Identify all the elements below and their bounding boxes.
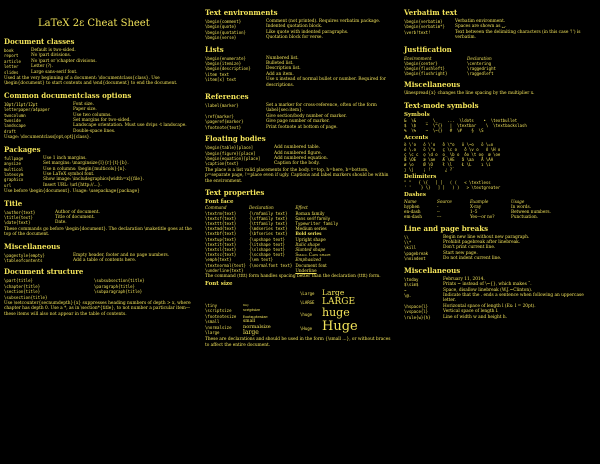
list-item: slides Large sans-serif font. bbox=[4, 69, 78, 75]
list-item: \footnotesize footnotesize bbox=[205, 313, 268, 319]
options-list bbox=[4, 102, 194, 134]
justification-table bbox=[404, 56, 499, 77]
list-item: \huge huge bbox=[300, 306, 350, 320]
list-item: \ref{marker} Give section/body number of marker. bbox=[205, 113, 347, 119]
font-size-left bbox=[205, 303, 300, 335]
table-cell: Small Caps shape bbox=[295, 252, 331, 258]
floats-heading: Floating bodies bbox=[205, 134, 266, 144]
table-cell: Underline bbox=[295, 267, 317, 273]
table-cell: {\em text} bbox=[248, 257, 274, 263]
list-item: twocolumn Use two columns. bbox=[4, 112, 112, 118]
breaks-list bbox=[404, 235, 596, 262]
table-cell: {\ttfamily text} bbox=[248, 221, 288, 227]
table-cell: \textmd{text} bbox=[205, 226, 237, 232]
table-cell: \textrm{text} bbox=[205, 210, 237, 216]
options-note: Usage: \documentclass[opt,opt]{class}. bbox=[4, 135, 91, 141]
list-item: $\sim$ Prints ~ instead of \~{}, which makes ˜. bbox=[404, 282, 532, 288]
list-item: url Insert URL: \url{http://...}. bbox=[4, 182, 102, 188]
text-props-note: The command (tttt) form handles spacing better than the declaration (tttt) form. bbox=[205, 274, 381, 280]
text-env-heading: Text environments bbox=[205, 8, 278, 17]
table-row bbox=[205, 268, 341, 273]
table-cell: \textsf{text} bbox=[205, 215, 237, 221]
list-item: 10pt/11pt/12pt Font size. bbox=[4, 101, 94, 107]
symbols-block: & \& _ \_ ... \ldots • \textbullet $ \$ ^ \^{} | \textbar \ \textbackslash % \% ~ \~{} # \# § \S bbox=[404, 118, 527, 134]
packages-list bbox=[4, 156, 194, 188]
verbatim-heading: Verbatim text bbox=[404, 8, 458, 17]
structure-note: Use \setcounter{secnumdepth}{x} suppresses heading numbers of depth > x, where chapter has depth 0. Use a *, as in \section*{title}, to not number a particular item—these items will also not appear in the table of contents. bbox=[4, 301, 191, 317]
column-1 bbox=[4, 4, 194, 318]
list-item: \scriptsize scriptsize bbox=[205, 308, 261, 314]
table-cell: Medium series bbox=[295, 226, 327, 232]
doc-classes-note: Used at the very beginning of a document: \documentclass{class}. Use \begin{document} to start contents and \end{document} to end the document. bbox=[4, 76, 178, 87]
font-size-samples bbox=[205, 289, 395, 335]
list-item: \item[x] text Use x instead of normal bullet or number. Required for descriptions. bbox=[205, 77, 386, 88]
table-row bbox=[205, 231, 341, 236]
table-cell: \textsc{text} bbox=[205, 252, 237, 258]
lists-heading: Lists bbox=[205, 44, 224, 54]
doc-classes-heading: Document classes bbox=[4, 37, 75, 46]
justification-heading: Justification bbox=[404, 44, 452, 54]
list-item: \begin{itemize} Bulleted list. bbox=[205, 61, 294, 67]
table-row: \begin{flushleft} \raggedright bbox=[404, 66, 496, 72]
list-item: ~ Space, disallow linebreak (W.J.~Clinton). bbox=[404, 287, 533, 293]
table-cell: \textit{text} bbox=[205, 241, 237, 247]
table-cell: Italic shape bbox=[295, 241, 321, 247]
table-cell: {\itshape text} bbox=[248, 241, 286, 247]
packages-heading: Packages bbox=[4, 144, 41, 154]
misc-list bbox=[4, 253, 194, 264]
text-env-list bbox=[205, 19, 395, 41]
refs-list bbox=[205, 103, 395, 130]
table-cell: {\upshape text} bbox=[248, 236, 286, 242]
list-item: \begin{quote} Indented quotation block. bbox=[205, 24, 323, 30]
list-item: \tableofcontents Add a table of contents here. bbox=[4, 257, 137, 263]
list-item: \normalsize normalsize bbox=[205, 323, 271, 330]
list-item: \begin{verbatim*} Spaces are shown as ␣. bbox=[404, 24, 507, 30]
list-item: \kill Don't print current line. bbox=[404, 245, 496, 251]
table-row: en-dash -- 1–5 Between numbers. bbox=[404, 209, 551, 215]
title-list bbox=[4, 210, 194, 226]
misc-3-heading: Miscellaneous bbox=[404, 80, 461, 90]
table-cell bbox=[249, 268, 295, 273]
table-cell: {\slshape text} bbox=[248, 247, 286, 253]
table-cell: {\rmfamily text} bbox=[248, 210, 288, 216]
list-item: book Default is two-sided. bbox=[4, 48, 76, 53]
list-item: landscape Landscape orientation. Must use dvips -t landscape. bbox=[4, 123, 187, 129]
table-header-row: Name Source Example Usage bbox=[404, 198, 525, 204]
doc-classes-list bbox=[4, 48, 194, 75]
list-item: multicol Use n columns: \begin{multicols}{n}. bbox=[4, 166, 127, 172]
list-item: graphicx Show image: \includegraphics[width=x]{file}. bbox=[4, 177, 145, 183]
list-item: \Large Large bbox=[300, 288, 345, 298]
list-item: \begin{comment} Comment (not printed). Requires verbatim package. bbox=[205, 19, 381, 24]
list-item: \tiny tiny bbox=[205, 303, 249, 309]
list-item: \begin{enumerate} Numbered list. bbox=[205, 55, 299, 61]
packages-note: Use before \begin{document}. Usage: \usepackage{package} bbox=[4, 189, 140, 195]
list-item: \LARGE LARGE bbox=[300, 297, 356, 308]
table-row: \begin{flushright} \raggedleft bbox=[404, 71, 494, 77]
list-item: draft Double-space lines. bbox=[4, 128, 116, 134]
table-cell: \textsl{text} bbox=[205, 247, 237, 253]
font-face-table bbox=[205, 205, 341, 273]
list-item: \label{marker} Set a marker for cross-reference, often of the form \label{sec:item}. bbox=[205, 103, 377, 114]
list-item: \pagestyle{empty} Empty header, footer and no page numbers. bbox=[4, 252, 170, 258]
misc-3-text: \linespread{x} changes the line spacing by the multiplier x. bbox=[404, 91, 535, 97]
list-item: article No \part or \chapter divisions. bbox=[4, 58, 97, 64]
font-size-right bbox=[300, 289, 395, 335]
list-item: \noindent Do not indent current line. bbox=[404, 256, 502, 262]
accents-subheading: Accents bbox=[404, 135, 429, 142]
options-heading: Common documentclass options bbox=[4, 90, 132, 100]
verbatim-list bbox=[404, 19, 596, 41]
list-item: \begin{description} Description list. bbox=[205, 66, 301, 72]
list-item: \large large bbox=[205, 329, 259, 337]
table-row: hyphen - X-ray In words. bbox=[404, 204, 531, 210]
table-cell: Typewriter family bbox=[295, 221, 339, 227]
font-size-note: These are declarations and should be used in the form {\small ...}, or without braces to affect the entire document. bbox=[205, 337, 391, 348]
list-item: \small small bbox=[205, 319, 256, 325]
structure-right: \subsubsection{title} \paragraph{title} \subparagraph{title} bbox=[94, 278, 145, 295]
table-header-row: Command Declaration Effect bbox=[205, 205, 308, 211]
list-item: \pageref{marker} Give page number of marker. bbox=[205, 119, 330, 125]
column-3 bbox=[404, 4, 596, 320]
list-item: \begin{verse} Quotation block for verse. bbox=[205, 35, 323, 41]
list-item: \footnote{text} Print footnote at bottom of page. bbox=[205, 124, 338, 130]
lists-list bbox=[205, 56, 395, 88]
list-item: \begin{table}[place] Add numbered table. bbox=[205, 145, 320, 151]
table-row: em-dash --- Yes—or no? Punctuation. bbox=[404, 214, 539, 220]
accents-block: ò \'o ó \'o ô \^o õ \~o ō \=o ȯ \.o ö \"o ç \c o ǒ \v o ő \H o ç \c c ọ \d o o̲ \b o ôo \t oo œ \oe Œ \OE æ \ae Æ \AE å \aa Å \AA ø \o Ø \O ł \l Ł \L ı \i ȷ \j ¡ !` ¿ ?` bbox=[404, 141, 501, 172]
list-item: anysize Set margins: \marginsize{l}{r}{t}{b}. bbox=[4, 161, 129, 167]
misc-heading: Miscellaneous bbox=[4, 241, 61, 251]
table-cell: \underline{text} bbox=[205, 267, 244, 273]
table-cell: {\bfseries text} bbox=[248, 231, 288, 237]
font-face-rows bbox=[205, 211, 341, 273]
structure-commands bbox=[4, 278, 194, 300]
list-item: \begin{equation}[place] Add numbered equation. bbox=[205, 155, 329, 161]
breaks-heading: Line and page breaks bbox=[404, 223, 489, 233]
list-item: letterpaper/a4paper Paper size. bbox=[4, 107, 97, 113]
misc-4-heading: Miscellaneous bbox=[404, 265, 461, 275]
list-item: \vspace{l} Vertical space of length l. bbox=[404, 309, 499, 315]
list-item: \today February 11, 2014. bbox=[404, 276, 485, 282]
list-item: \hspace{l} Horizontal space of length l (Ex: l = 20pt). bbox=[404, 303, 536, 309]
list-item: \@. Indicate that the . ends a sentence when following an uppercase letter. bbox=[404, 292, 584, 304]
title-heading: Title bbox=[4, 198, 23, 208]
table-cell: Roman family bbox=[295, 210, 325, 216]
table-header-row: Environment Declaration bbox=[404, 55, 492, 61]
list-item: letter Letter (?). bbox=[4, 64, 53, 70]
table-cell: Sans serif family bbox=[295, 215, 331, 221]
refs-heading: References bbox=[205, 92, 249, 102]
floats-note: The place is a list valid placements for the body. t=top, h=here, b=bottom, p=separate page, !=place even if ugly. Captions and label markers should be within the environment. bbox=[205, 167, 389, 184]
list-item: \\* Prohibit pagebreak after linebreak. bbox=[404, 240, 521, 246]
symbols-subheading: Symbols bbox=[404, 111, 430, 118]
page-title: LaTeX 2ε Cheat Sheet bbox=[38, 18, 150, 29]
list-item: \item text Add an item. bbox=[205, 71, 294, 77]
table-cell: Slanted shape bbox=[295, 247, 326, 253]
list-item: \\ Begin new line without new paragraph. bbox=[404, 234, 530, 240]
font-face-subheading: Font face bbox=[205, 198, 234, 205]
table-row: \begin{center} \centering bbox=[404, 60, 492, 66]
list-item: twoside Set margins for two-sided. bbox=[4, 118, 131, 124]
list-item: \title{text} Title of document. bbox=[4, 214, 95, 220]
list-item: \begin{verbatim} Verbatim environment. bbox=[404, 19, 506, 24]
table-cell: \texttt{text} bbox=[205, 221, 237, 227]
table-cell: {\sffamily text} bbox=[248, 215, 288, 221]
list-item: report No \part divisions. bbox=[4, 53, 72, 59]
table-cell: {\normalfont text} bbox=[248, 262, 293, 268]
column-2 bbox=[205, 4, 395, 349]
list-item: \caption{text} Caption for the body. bbox=[205, 161, 320, 167]
list-item: \date{text} Date. bbox=[4, 220, 67, 226]
structure-left: \part{title} \chapter{title} \section{title} \subsection{title} bbox=[4, 278, 48, 300]
list-item: \verb!text! Text between the delimiting characters (in this case '!') is verbatim. bbox=[404, 29, 581, 41]
table-cell: {\mdseries text} bbox=[248, 226, 288, 232]
list-item: \author{text} Author of document. bbox=[4, 209, 100, 215]
table-cell: \textup{text} bbox=[205, 236, 237, 242]
title-note: These commands go before \begin{document}. The declaration \maketitle goes at the top of the document. bbox=[4, 226, 192, 238]
table-cell: Bold series bbox=[295, 231, 322, 237]
structure-heading: Document structure bbox=[4, 267, 84, 277]
dashes-subheading: Dashes bbox=[404, 192, 427, 199]
text-props-heading: Text properties bbox=[205, 187, 265, 197]
table-cell: Emphasized bbox=[295, 257, 322, 263]
list-item: \begin{figure}[place] Add numbered figure. bbox=[205, 150, 322, 156]
misc-4-list bbox=[404, 277, 596, 320]
dashes-table bbox=[404, 199, 554, 220]
table-cell: \textnormal{text} bbox=[205, 262, 246, 268]
textmode-heading: Text-mode symbols bbox=[404, 100, 479, 110]
list-item: \Huge Huge bbox=[300, 319, 358, 335]
table-cell: Document font bbox=[295, 262, 327, 268]
delimiters-block: " " { \{ [ [ ( ( < \textless ' ' } \} ] ] ) ) > \textgreater bbox=[404, 180, 501, 191]
table-cell: \emph{text} bbox=[205, 257, 232, 263]
list-item: \begin{quotation} Like quote with indented paragraphs. bbox=[205, 29, 349, 35]
font-size-heading: Font size bbox=[205, 281, 233, 288]
list-item: \rule{w}{h} Line of width w and height h. bbox=[404, 314, 508, 320]
floats-list bbox=[205, 145, 395, 167]
delimiters-subheading: Delimiters bbox=[404, 173, 437, 180]
table-cell: \textbf{text} bbox=[205, 231, 237, 237]
list-item: fullpage Use 1 inch margins. bbox=[4, 155, 87, 161]
list-item: \pagebreak Start new page. bbox=[404, 250, 478, 256]
table-cell: Upright shape bbox=[295, 236, 326, 242]
table-cell: {\scshape text} bbox=[248, 252, 286, 258]
list-item: latexsym Use LaTeX symbol font. bbox=[4, 171, 95, 177]
